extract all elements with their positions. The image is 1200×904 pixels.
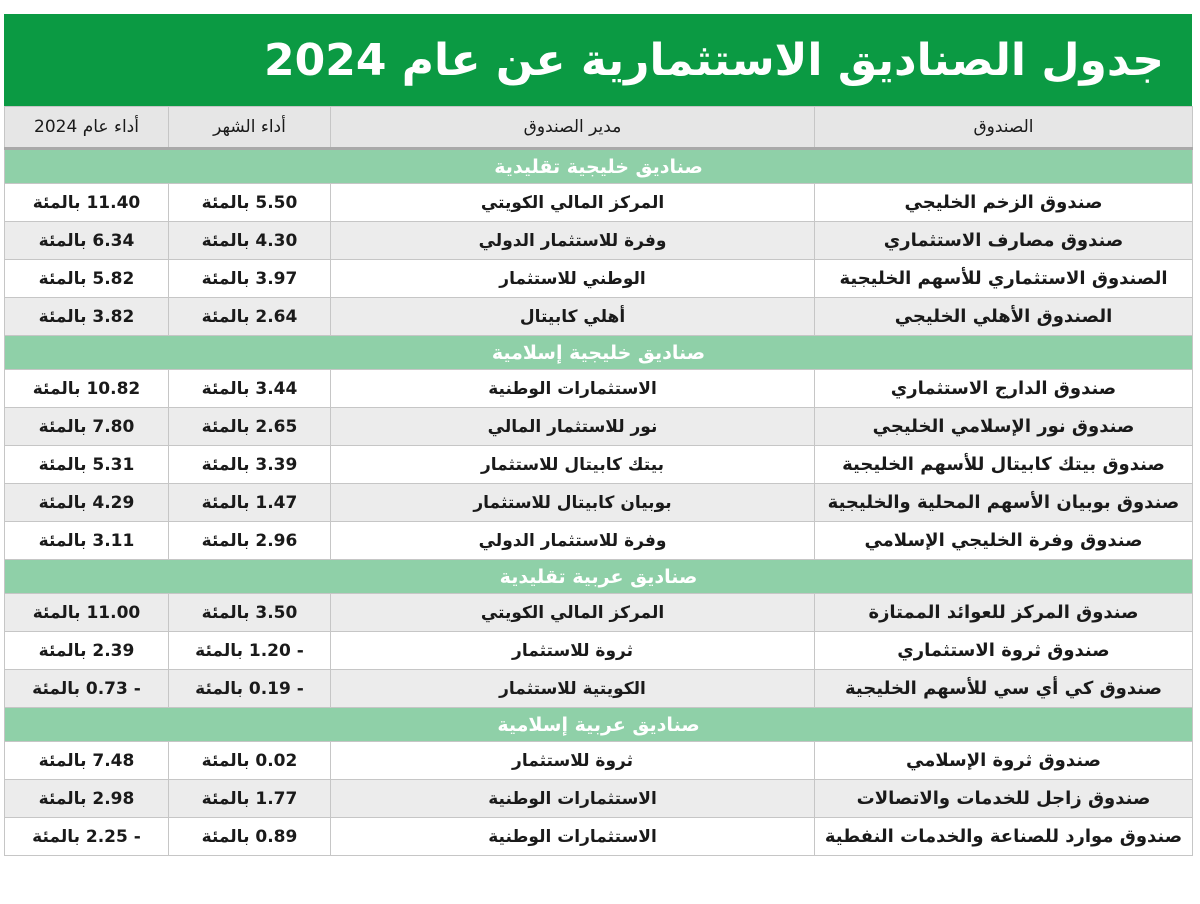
column-header-month-performance: أداء الشهر	[169, 107, 331, 149]
fund-manager-cell: بيتك كابيتال للاستثمار	[331, 446, 815, 484]
funds-table	[4, 106, 1193, 856]
fund-name-cell: صندوق مصارف الاستثماري	[815, 222, 1193, 260]
table-row	[5, 484, 1193, 522]
fund-name-cell: صندوق المركز للعوائد الممتازة	[815, 594, 1193, 632]
fund-manager-cell: ثروة للاستثمار	[331, 632, 815, 670]
fund-name-cell: صندوق بيتك كابيتال للأسهم الخليجية	[815, 446, 1193, 484]
fund-name-cell: صندوق نور الإسلامي الخليجي	[815, 408, 1193, 446]
fund-name-cell: صندوق كي أي سي للأسهم الخليجية	[815, 670, 1193, 708]
fund-manager-cell: وفرة للاستثمار الدولي	[331, 522, 815, 560]
title-banner	[4, 14, 1192, 106]
year-performance-cell: 3.82 بالمئة	[5, 298, 169, 336]
fund-manager-cell: وفرة للاستثمار الدولي	[331, 222, 815, 260]
fund-manager-cell: ثروة للاستثمار	[331, 742, 815, 780]
table-row	[5, 222, 1193, 260]
section-header-row	[5, 708, 1193, 742]
month-performance-cell: 0.89 بالمئة	[169, 818, 331, 856]
section-header-row	[5, 149, 1193, 184]
month-performance-cell: 4.30 بالمئة	[169, 222, 331, 260]
table-row	[5, 184, 1193, 222]
year-performance-cell: 5.31 بالمئة	[5, 446, 169, 484]
table-row	[5, 522, 1193, 560]
month-performance-cell: 2.64 بالمئة	[169, 298, 331, 336]
section-header-row	[5, 560, 1193, 594]
section-header-row	[5, 336, 1193, 370]
month-performance-cell: 3.50 بالمئة	[169, 594, 331, 632]
table-row	[5, 594, 1193, 632]
fund-manager-cell: الاستثمارات الوطنية	[331, 818, 815, 856]
year-performance-cell: 2.98 بالمئة	[5, 780, 169, 818]
month-performance-cell: 2.96 بالمئة	[169, 522, 331, 560]
section-label: صناديق عربية تقليدية	[5, 560, 1193, 594]
month-performance-cell: 3.39 بالمئة	[169, 446, 331, 484]
table-row	[5, 670, 1193, 708]
table-row	[5, 408, 1193, 446]
month-performance-cell: 1.47 بالمئة	[169, 484, 331, 522]
year-performance-cell: 6.34 بالمئة	[5, 222, 169, 260]
year-performance-cell: 2.39 بالمئة	[5, 632, 169, 670]
fund-name-cell: صندوق ثروة الإسلامي	[815, 742, 1193, 780]
year-performance-cell: 11.00 بالمئة	[5, 594, 169, 632]
fund-name-cell: صندوق زاجل للخدمات والاتصالات	[815, 780, 1193, 818]
table-row	[5, 780, 1193, 818]
fund-name-cell: صندوق بوبيان الأسهم المحلية والخليجية	[815, 484, 1193, 522]
fund-name-cell: الصندوق الاستثماري للأسهم الخليجية	[815, 260, 1193, 298]
section-label: صناديق عربية إسلامية	[5, 708, 1193, 742]
fund-manager-cell: الوطني للاستثمار	[331, 260, 815, 298]
year-performance-cell: 10.82 بالمئة	[5, 370, 169, 408]
year-performance-cell: 7.48 بالمئة	[5, 742, 169, 780]
fund-name-cell: صندوق الدارج الاستثماري	[815, 370, 1193, 408]
table-body	[5, 149, 1193, 856]
table-row	[5, 298, 1193, 336]
page-title: جدول الصناديق الاستثمارية عن عام 2024	[264, 34, 1164, 86]
fund-manager-cell: الاستثمارات الوطنية	[331, 780, 815, 818]
year-performance-cell: 3.11 بالمئة	[5, 522, 169, 560]
month-performance-cell: 0.02 بالمئة	[169, 742, 331, 780]
year-performance-cell: 5.82 بالمئة	[5, 260, 169, 298]
table-row	[5, 370, 1193, 408]
fund-manager-cell: الكويتية للاستثمار	[331, 670, 815, 708]
table-header-row	[5, 107, 1193, 149]
column-header-fund: الصندوق	[815, 107, 1193, 149]
fund-manager-cell: الاستثمارات الوطنية	[331, 370, 815, 408]
table-row	[5, 742, 1193, 780]
year-performance-cell: - 0.73 بالمئة	[5, 670, 169, 708]
table-row	[5, 632, 1193, 670]
fund-manager-cell: بوبيان كابيتال للاستثمار	[331, 484, 815, 522]
column-header-manager: مدير الصندوق	[331, 107, 815, 149]
fund-manager-cell: المركز المالي الكويتي	[331, 594, 815, 632]
column-header-year-performance: أداء عام 2024	[5, 107, 169, 149]
month-performance-cell: 2.65 بالمئة	[169, 408, 331, 446]
fund-manager-cell: أهلي كابيتال	[331, 298, 815, 336]
fund-manager-cell: المركز المالي الكويتي	[331, 184, 815, 222]
month-performance-cell: 3.44 بالمئة	[169, 370, 331, 408]
month-performance-cell: 5.50 بالمئة	[169, 184, 331, 222]
table-row	[5, 818, 1193, 856]
fund-name-cell: صندوق موارد للصناعة والخدمات النفطية	[815, 818, 1193, 856]
year-performance-cell: 4.29 بالمئة	[5, 484, 169, 522]
fund-manager-cell: نور للاستثمار المالي	[331, 408, 815, 446]
year-performance-cell: - 2.25 بالمئة	[5, 818, 169, 856]
month-performance-cell: 3.97 بالمئة	[169, 260, 331, 298]
table-row	[5, 446, 1193, 484]
month-performance-cell: - 1.20 بالمئة	[169, 632, 331, 670]
month-performance-cell: 1.77 بالمئة	[169, 780, 331, 818]
section-label: صناديق خليجية إسلامية	[5, 336, 1193, 370]
fund-name-cell: صندوق وفرة الخليجي الإسلامي	[815, 522, 1193, 560]
section-label: صناديق خليجية تقليدية	[5, 149, 1193, 184]
month-performance-cell: - 0.19 بالمئة	[169, 670, 331, 708]
year-performance-cell: 7.80 بالمئة	[5, 408, 169, 446]
fund-name-cell: الصندوق الأهلي الخليجي	[815, 298, 1193, 336]
fund-name-cell: صندوق ثروة الاستثماري	[815, 632, 1193, 670]
fund-name-cell: صندوق الزخم الخليجي	[815, 184, 1193, 222]
year-performance-cell: 11.40 بالمئة	[5, 184, 169, 222]
table-row	[5, 260, 1193, 298]
